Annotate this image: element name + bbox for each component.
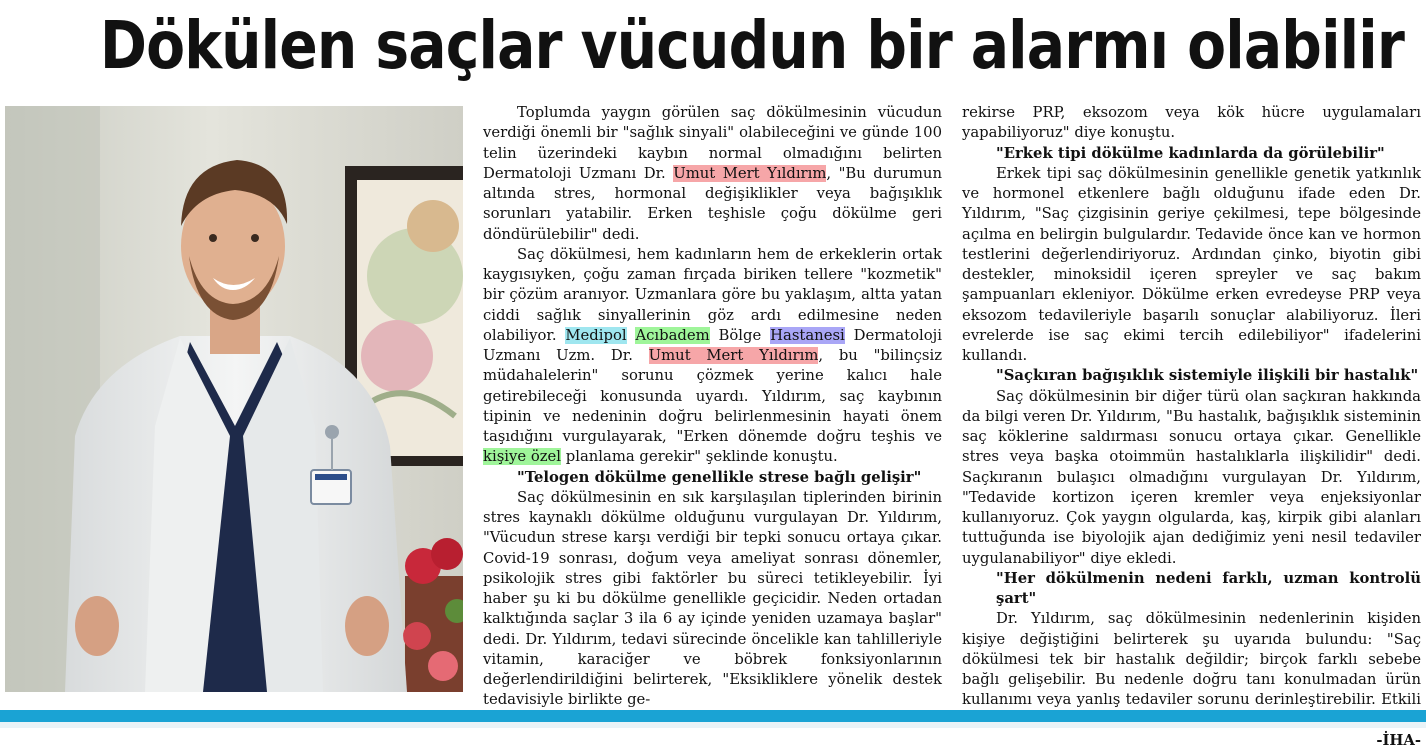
highlighted-name: Umut Mert Yıldırım bbox=[648, 347, 819, 364]
text-run: Dr. Yıldırım, saç dökülmesinin nedenlerinin kişiden kişiye değiştiğini belirterek şu uyarıda bulundu: "Saç dökülmesi tek bir hastalık değildir; birçok farklı sebebe bağlı gelişebilir. Bu nedenle doğru tanı konulmadan ürün kullanımı veya yanlış tedaviler sorunu derinleştirebilir. Etkili bbox=[962, 610, 1421, 709]
highlighted-org: Hastanesi bbox=[770, 326, 845, 344]
doctor-portrait-icon bbox=[5, 106, 463, 692]
highlighted-name: Umut Mert Yıldırım bbox=[673, 164, 827, 182]
article-paragraph: Erkek tipi saç dökülmesinin genellikle genetik yatkınlık ve hormonel etkenlere bağlı olduğunu ifade eden Dr. Yıldırım, "Saç çizgisinin geriye çekilmesi, tepe bölgesinde açılma en belirgin bulgulardır. Tedavide önce kan ve hormon testlerini değerlendiriyoruz. Ardından çinko, biyotin gibi destekler, minoksidil içeren spreyler ve saç bakım şampuanları ekleniyor. Dökülme erken evredeyse PRP veya eksozom tedavileriyle başarılı sonuçlar alabiliyoruz. İleri evrelerde ise saç ekimi tercih edilebiliyor" ifadelerini kullandı. bbox=[962, 164, 1421, 364]
subheading: "Her dökülmenin nedeni farklı, uzman kontrolü şart" bbox=[996, 569, 1421, 607]
text-run: planlama gerekir" şeklinde konuştu. bbox=[561, 448, 838, 466]
highlighted-org: Medipol bbox=[565, 326, 627, 344]
article-paragraph: Saç dökülmesinin en sık karşılaşılan tiplerinden birinin stres kaynaklı dökülme olduğunu vurgulayan Dr. Yıldırım, "Vücudun strese karşı verdiği bir tepki sonucu ortaya çıkar. Covid-19 sonrası, doğum veya ameliyat sonrası dönemler, psikolojik stres gibi faktörler bu süreci tetikleyebilir. İyi haber şu ki bu dökülme genellikle geçicidir. Neden ortadan kalktığında saçlar 3 ila 6 ay içinde yeniden uzamaya başlar" dedi. Dr. Yıldırım, tedavi sürecinde öncelikle kan tahlilleriyle vitamin, karaciğer ve böbrek fonksiyonlarının değerlendirildiğini belirterek, "Eksikliklere yönelik destek tedavisiyle birlikte ge- bbox=[483, 488, 942, 709]
subheading: "Erkek tipi dökülme kadınlarda da görülebilir" bbox=[996, 144, 1385, 162]
article-paragraph bbox=[483, 103, 942, 245]
article-column-left bbox=[483, 103, 942, 711]
article-paragraph bbox=[483, 245, 942, 468]
subheading: "Saçkıran bağışıklık sistemiyle ilişkili bir hastalık" bbox=[996, 367, 1419, 385]
bottom-color-bar bbox=[0, 710, 1426, 722]
text-run: Dermatoloji Uzmanı Uzm. Dr. bbox=[483, 326, 942, 364]
article-paragraph: rekirse PRP, eksozom veya kök hücre uygulamaları yapabiliyoruz" diye konuştu. bbox=[962, 104, 1421, 142]
highlighted-org: Acıbadem bbox=[635, 326, 710, 344]
subheading: "Telogen dökülme genellikle strese bağlı gelişir" bbox=[517, 468, 922, 486]
text-run: , "Bu durumun altında stres, hormonal değişiklikler veya bağışıklık sorunları yatabilir. Erken teşhisle çoğu dökülme geri döndürülebilir" dedi. bbox=[483, 164, 942, 243]
doctor-photo bbox=[5, 106, 463, 692]
article-column-right bbox=[962, 103, 1421, 751]
headline: Dökülen saçlar vücudun bir alarmı olabilir bbox=[99, 7, 1404, 84]
text-run: Toplumda yaygın görülen saç dökülmesinin vücudun verdiği önemli bir "sağlık sinyali" olabileceğini ve günde 100 telin üzerindeki kaybın normal olmadığını belirten Dermatoloji Uzmanı Dr. bbox=[483, 104, 942, 182]
text-run: , bu "bilinçsiz müdahalelerin" sorunu çözmek yerine kalıcı hale getirebileceği konusunda uyardı. Yıldırım, saç kaybının tipinin ve nedeninin doğru belirlenmesinin hayati önem taşıdığını vurgulayarak, "Erken dönemde doğru teşhis ve bbox=[483, 347, 943, 445]
bottom-bar-shade bbox=[0, 722, 1426, 728]
article-paragraph: Saç dökülmesinin bir diğer türü olan saçkıran hakkında da bilgi veren Dr. Yıldırım, "Bu hastalık, bağışıklık sisteminin saç köklerine saldırması sonucu ortaya çıkar. Genellikle stres veya başka otoimmün hastalıklarla ilişkilidir" dedi. Saçkıranın bulaşıcı olmadığını vurgulayan Dr. Yıldırım, "Tedavide kortizon içeren kremler veya enjeksiyonlar kullanıyoruz. Çok yaygın olgularda, kaş, kirpik gibi alanları tuttuğunda ise biyolojik ajan dediğimiz yeni nesil tedaviler uygulanabiliyor" diye ekledi. bbox=[962, 387, 1421, 567]
source-credit: -İHA- bbox=[1376, 731, 1421, 749]
text-run: Saç dökülmesi, hem kadınların hem de erkeklerin ortak kaygısıyken, çoğu zaman fırçada biriken tellere "kozmetik" bir çözüm aranıyor. Uzmanlara göre bu yaklaşım, altta yatan ciddi sağlık sinyallerinin göz ardı edilmesine neden olabiliyor. bbox=[483, 245, 942, 344]
text-run: Bölge bbox=[709, 326, 771, 344]
highlighted-term: kişiye özel bbox=[483, 448, 562, 466]
